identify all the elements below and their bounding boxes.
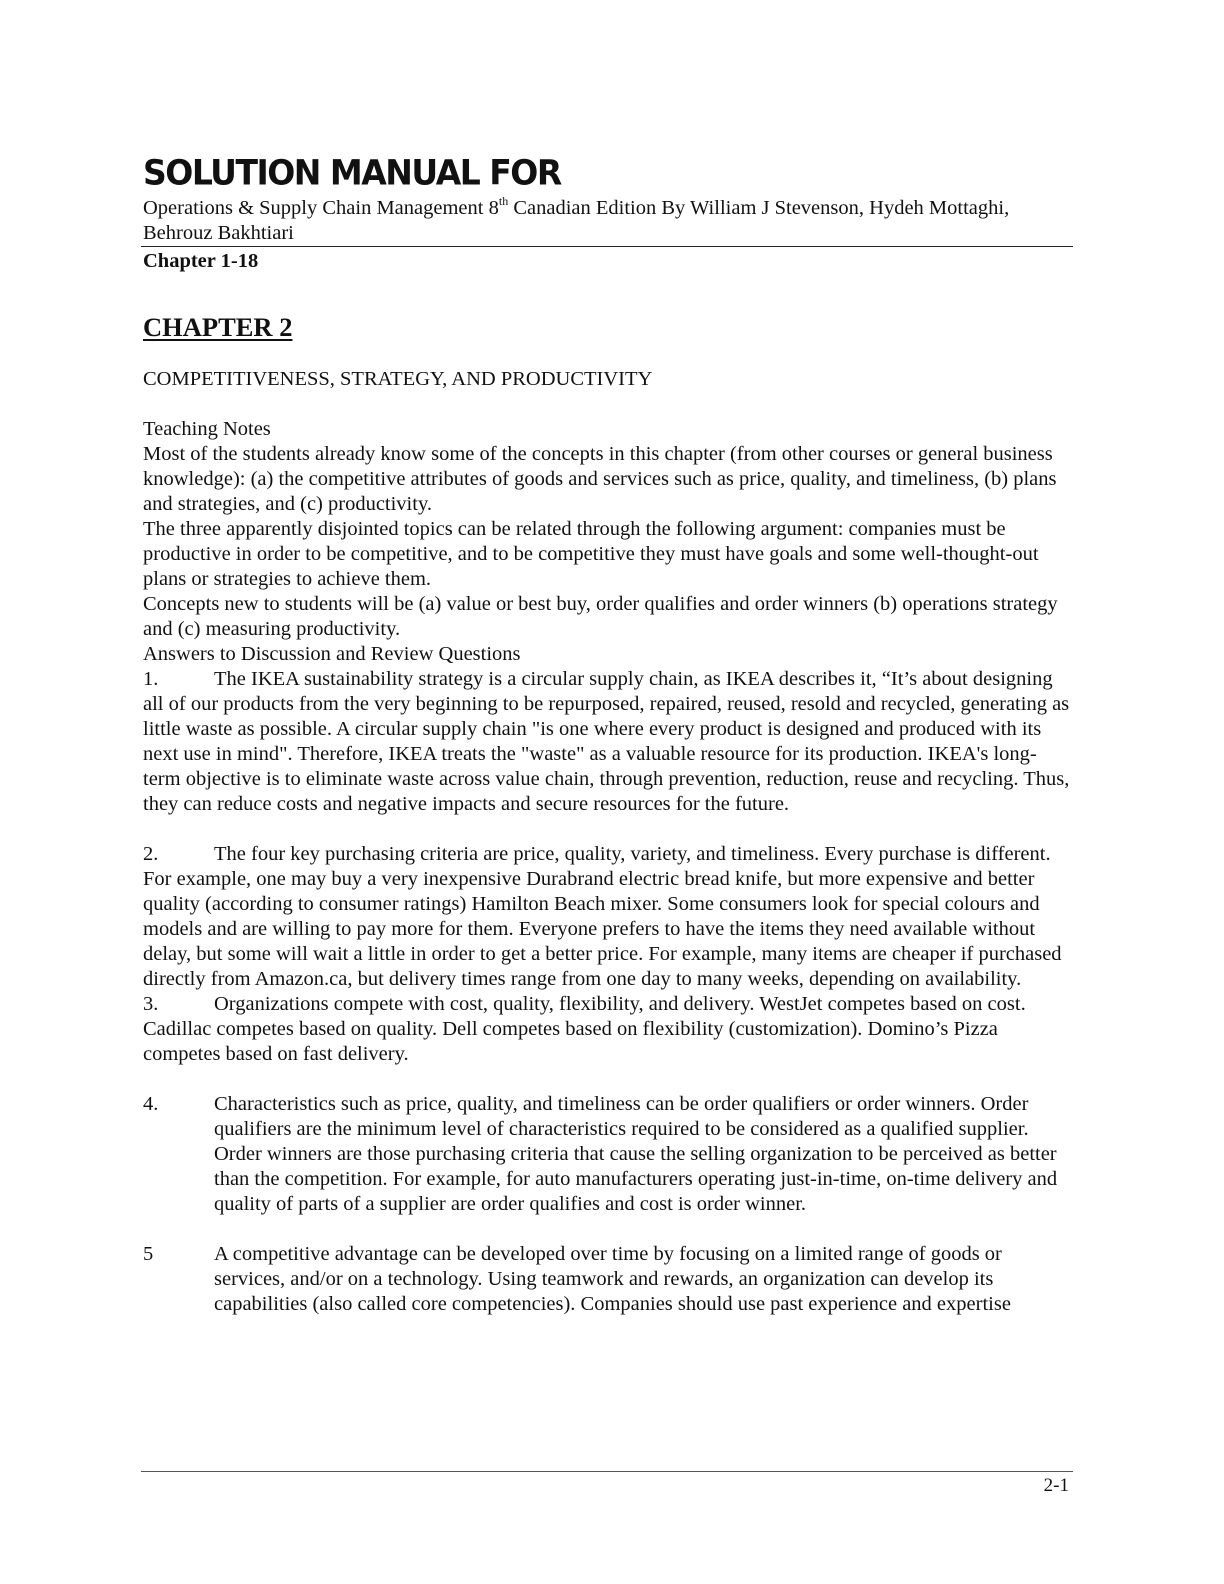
paragraph-gap	[143, 817, 1073, 842]
answer-text: Characteristics such as price, quality, and timeliness can be order qualifiers or order winners. Order qualifiers are the minimum level of characteristics required to be considered as a qualified supplier. Order winners are those purchasing criteria that cause the selling organization to be perceived as better than the competition. For example, for auto manufacturers operating just-in-time, on-time delivery and quality of parts of a supplier are order qualifies and cost is order winner.	[214, 1093, 1058, 1215]
answer-item	[143, 842, 1073, 992]
subtitle-authors: Canadian Edition By William J Stevenson, Hydeh Mottaghi, Behrouz Bakhtiari	[143, 197, 1010, 244]
teaching-notes-paragraph: Concepts new to students will be (a) value or best buy, order qualifies and order winners (b) operations strategy and (c) measuring productivity.	[143, 593, 1058, 640]
answer-text: The four key purchasing criteria are price, quality, variety, and timeliness. Every purchase is different. For example, one may buy a very inexpensive Durabrand electric bread knife, but more expensive and better quality (according to consumer ratings) Hamilton Beach mixer. Some consumers look for special colours and models and are willing to pay more for them. Everyone prefers to have the items they need available without delay, but some will wait a little in order to get a better price. For example, many items are cheaper if purchased directly from Amazon.ca, but delivery times range from one day to many weeks, depending on availability.	[143, 843, 1062, 990]
answer-item	[143, 1242, 1073, 1317]
subtitle-text: Operations & Supply Chain Management 8	[143, 197, 499, 219]
answer-number: 4.	[143, 1093, 159, 1115]
answer-item	[143, 992, 1073, 1067]
answer-number: 3.	[143, 993, 159, 1015]
answer-text: The IKEA sustainability strategy is a circular supply chain, as IKEA describes it, “It’s about designing all of our products from the very beginning to be repurposed, repaired, reused, resold and recycled, generating as little waste as possible. A circular supply chain "is one where every product is designed and produced with its next use in mind". Therefore, IKEA treats the "waste" as a valuable resource for its production. IKEA's long-term objective is to eliminate waste across value chain, through prevention, reduction, reuse and recycling. Thus, they can reduce costs and negative impacts and secure resources for the future.	[143, 668, 1070, 815]
document-body	[143, 417, 1073, 1317]
teaching-notes-paragraph: Most of the students already know some of the concepts in this chapter (from other courses or general business knowledge): (a) the competitive attributes of goods and services such as price, quality, and timeliness, (b) plans and strategies, and (c) productivity.	[143, 443, 1057, 515]
answer-number: 1.	[143, 668, 159, 690]
teaching-notes-label: Teaching Notes	[143, 418, 271, 440]
page-number: 2-1	[1043, 1475, 1069, 1496]
answer-number: 5	[143, 1243, 154, 1265]
answers-label: Answers to Discussion and Review Questions	[143, 643, 521, 665]
answer-item	[143, 1092, 1073, 1217]
chapter-heading: CHAPTER 2	[143, 312, 293, 342]
answer-number: 2.	[143, 843, 159, 865]
header-divider	[141, 246, 1073, 247]
edition-superscript: th	[498, 194, 509, 208]
footer-divider	[141, 1471, 1073, 1472]
answer-text: Organizations compete with cost, quality, flexibility, and delivery. WestJet competes based on cost. Cadillac competes based on quality. Dell competes based on flexibility (customization). Domino’s Pizza competes based on fast delivery.	[143, 993, 1026, 1065]
answer-item	[143, 667, 1073, 817]
paragraph-gap	[143, 1217, 1073, 1242]
answer-text: A competitive advantage can be developed over time by focusing on a limited range of goods or services, and/or on a technology. Using teamwork and rewards, an organization can develop its capabilities (also called core competencies). Companies should use past experience and expertise	[214, 1243, 1011, 1315]
book-subtitle	[143, 196, 1078, 246]
chapter-range: Chapter 1-18	[143, 250, 259, 272]
paragraph-gap	[143, 1067, 1073, 1092]
document-title: SOLUTION MANUAL FOR	[143, 152, 561, 193]
chapter-title: COMPETITIVENESS, STRATEGY, AND PRODUCTIVITY	[143, 368, 653, 390]
teaching-notes-paragraph: The three apparently disjointed topics can be related through the following argument: companies must be productive in order to be competitive, and to be competitive they must have goals and some well-thought-out plans or strategies to achieve them.	[143, 518, 1039, 590]
